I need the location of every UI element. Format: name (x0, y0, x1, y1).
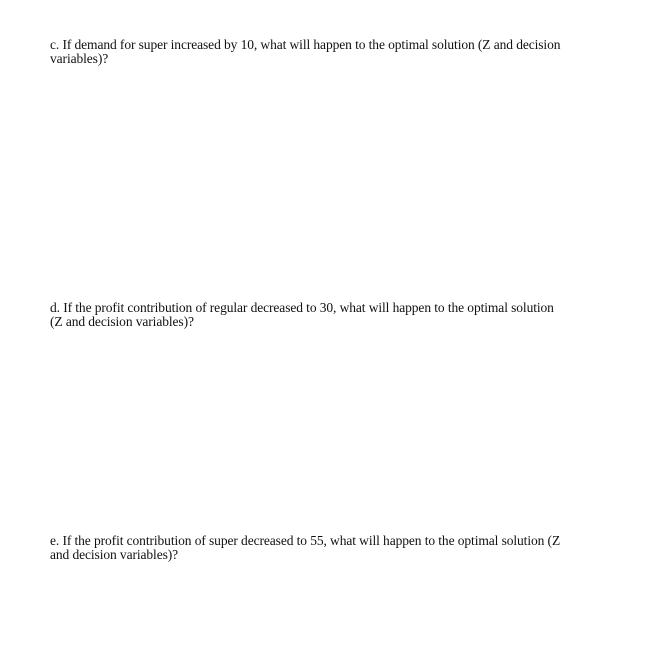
question-d-line-1: d. If the profit contribution of regular decreased to 30, what will happen to the optimal solution (50, 300, 554, 315)
question-e-line-1: e. If the profit contribution of super decreased to 55, what will happen to the optimal solution (Z (50, 533, 561, 548)
question-e (50, 534, 610, 562)
question-e-line-2: and decision variables)? (50, 547, 179, 562)
question-d (50, 301, 610, 329)
question-c-line-1: c. If demand for super increased by 10, what will happen to the optimal solution (Z and decision (50, 37, 561, 52)
question-d-line-2: (Z and decision variables)? (50, 314, 194, 329)
question-c-line-2: variables)? (50, 51, 109, 66)
question-c (50, 38, 610, 66)
